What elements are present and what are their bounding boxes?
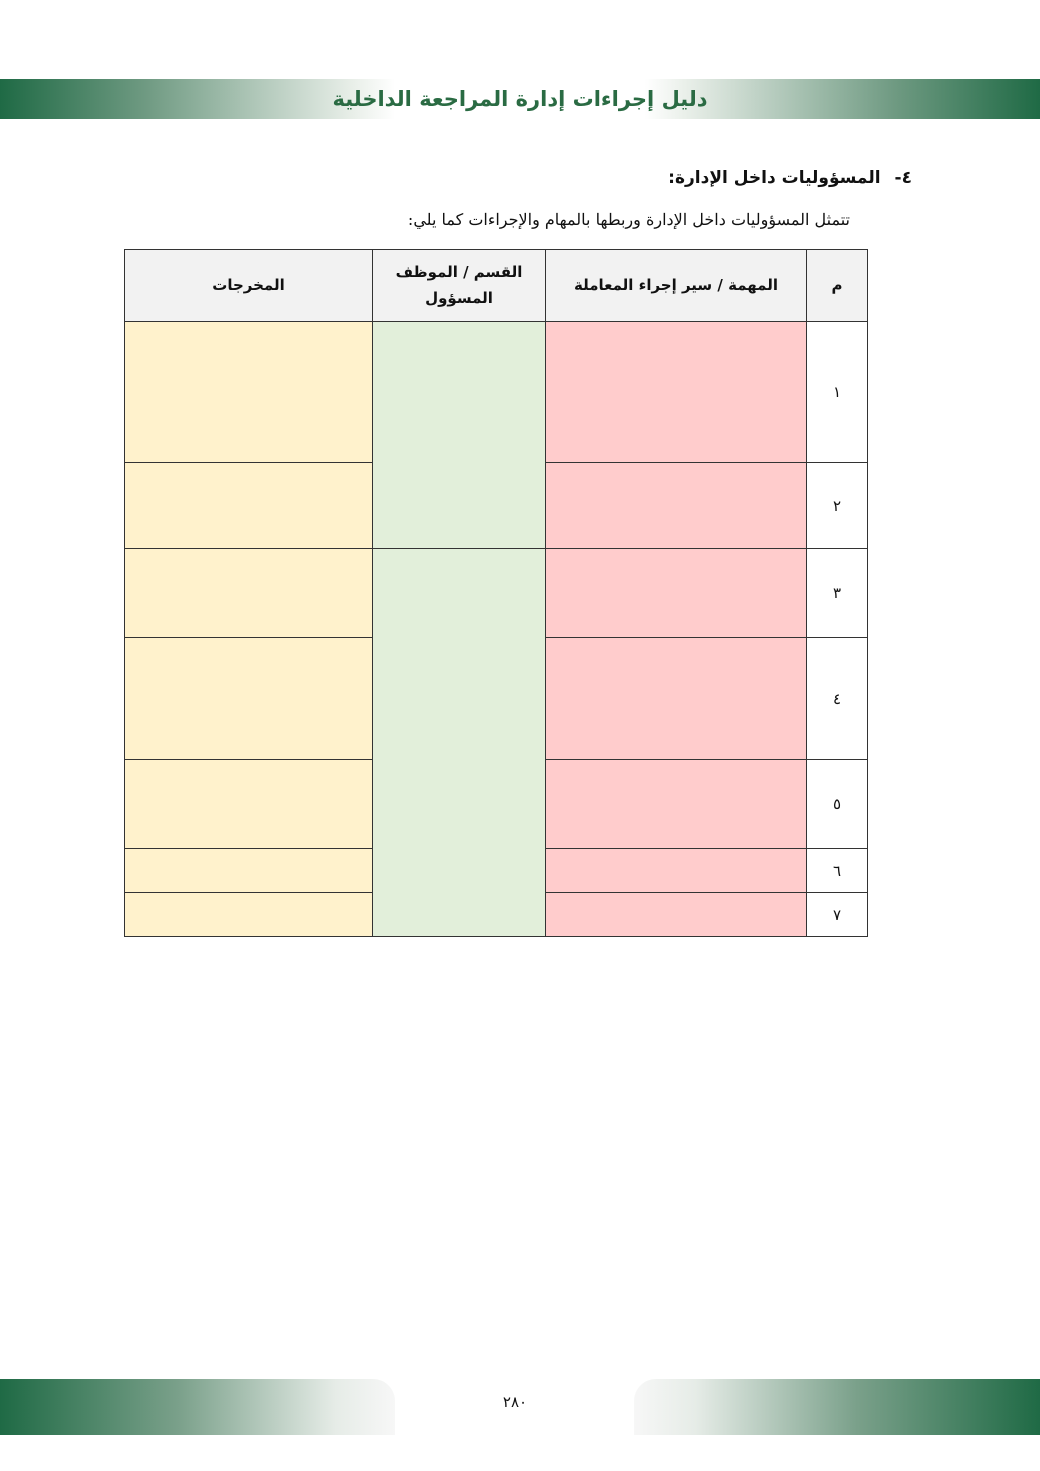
section-title: المسؤوليات داخل الإدارة: bbox=[668, 168, 881, 188]
task-cell bbox=[546, 760, 807, 849]
output-cell bbox=[125, 760, 373, 849]
row-number: ١ bbox=[807, 322, 868, 463]
section-heading bbox=[668, 168, 912, 188]
column-header-task: المهمة / سير إجراء المعاملة bbox=[546, 250, 807, 322]
department-cell bbox=[373, 322, 546, 549]
task-cell bbox=[546, 849, 807, 893]
output-cell bbox=[125, 463, 373, 549]
column-header-department bbox=[373, 250, 546, 322]
output-cell bbox=[125, 638, 373, 760]
column-header-outputs: المخرجات bbox=[125, 250, 373, 322]
responsibilities-table bbox=[124, 249, 868, 937]
row-number: ٦ bbox=[807, 849, 868, 893]
task-cell bbox=[546, 322, 807, 463]
row-number: ٤ bbox=[807, 638, 868, 760]
task-cell bbox=[546, 549, 807, 638]
output-cell bbox=[125, 849, 373, 893]
output-cell bbox=[125, 549, 373, 638]
footer-band-right bbox=[634, 1379, 1040, 1435]
output-cell bbox=[125, 322, 373, 463]
department-cell bbox=[373, 549, 546, 937]
table-row bbox=[125, 549, 868, 638]
table-header-row bbox=[125, 250, 868, 322]
row-number: ٣ bbox=[807, 549, 868, 638]
row-number: ٧ bbox=[807, 893, 868, 937]
document-title: دليل إجراءات إدارة المراجعة الداخلية bbox=[332, 87, 708, 111]
intro-paragraph: تتمثل المسؤوليات داخل الإدارة وربطها بالمهام والإجراءات كما يلي: bbox=[407, 210, 850, 229]
column-header-department-label: القسم / الموظف المسؤول bbox=[395, 263, 523, 307]
output-cell bbox=[125, 893, 373, 937]
task-cell bbox=[546, 463, 807, 549]
row-number: ٢ bbox=[807, 463, 868, 549]
section-number: ٤- bbox=[894, 168, 912, 188]
page-number: ٢٨٠ bbox=[502, 1393, 528, 1411]
task-cell bbox=[546, 638, 807, 760]
column-header-number: م bbox=[807, 250, 868, 322]
task-cell bbox=[546, 893, 807, 937]
footer-band-left bbox=[0, 1379, 395, 1435]
table-row bbox=[125, 322, 868, 463]
row-number: ٥ bbox=[807, 760, 868, 849]
